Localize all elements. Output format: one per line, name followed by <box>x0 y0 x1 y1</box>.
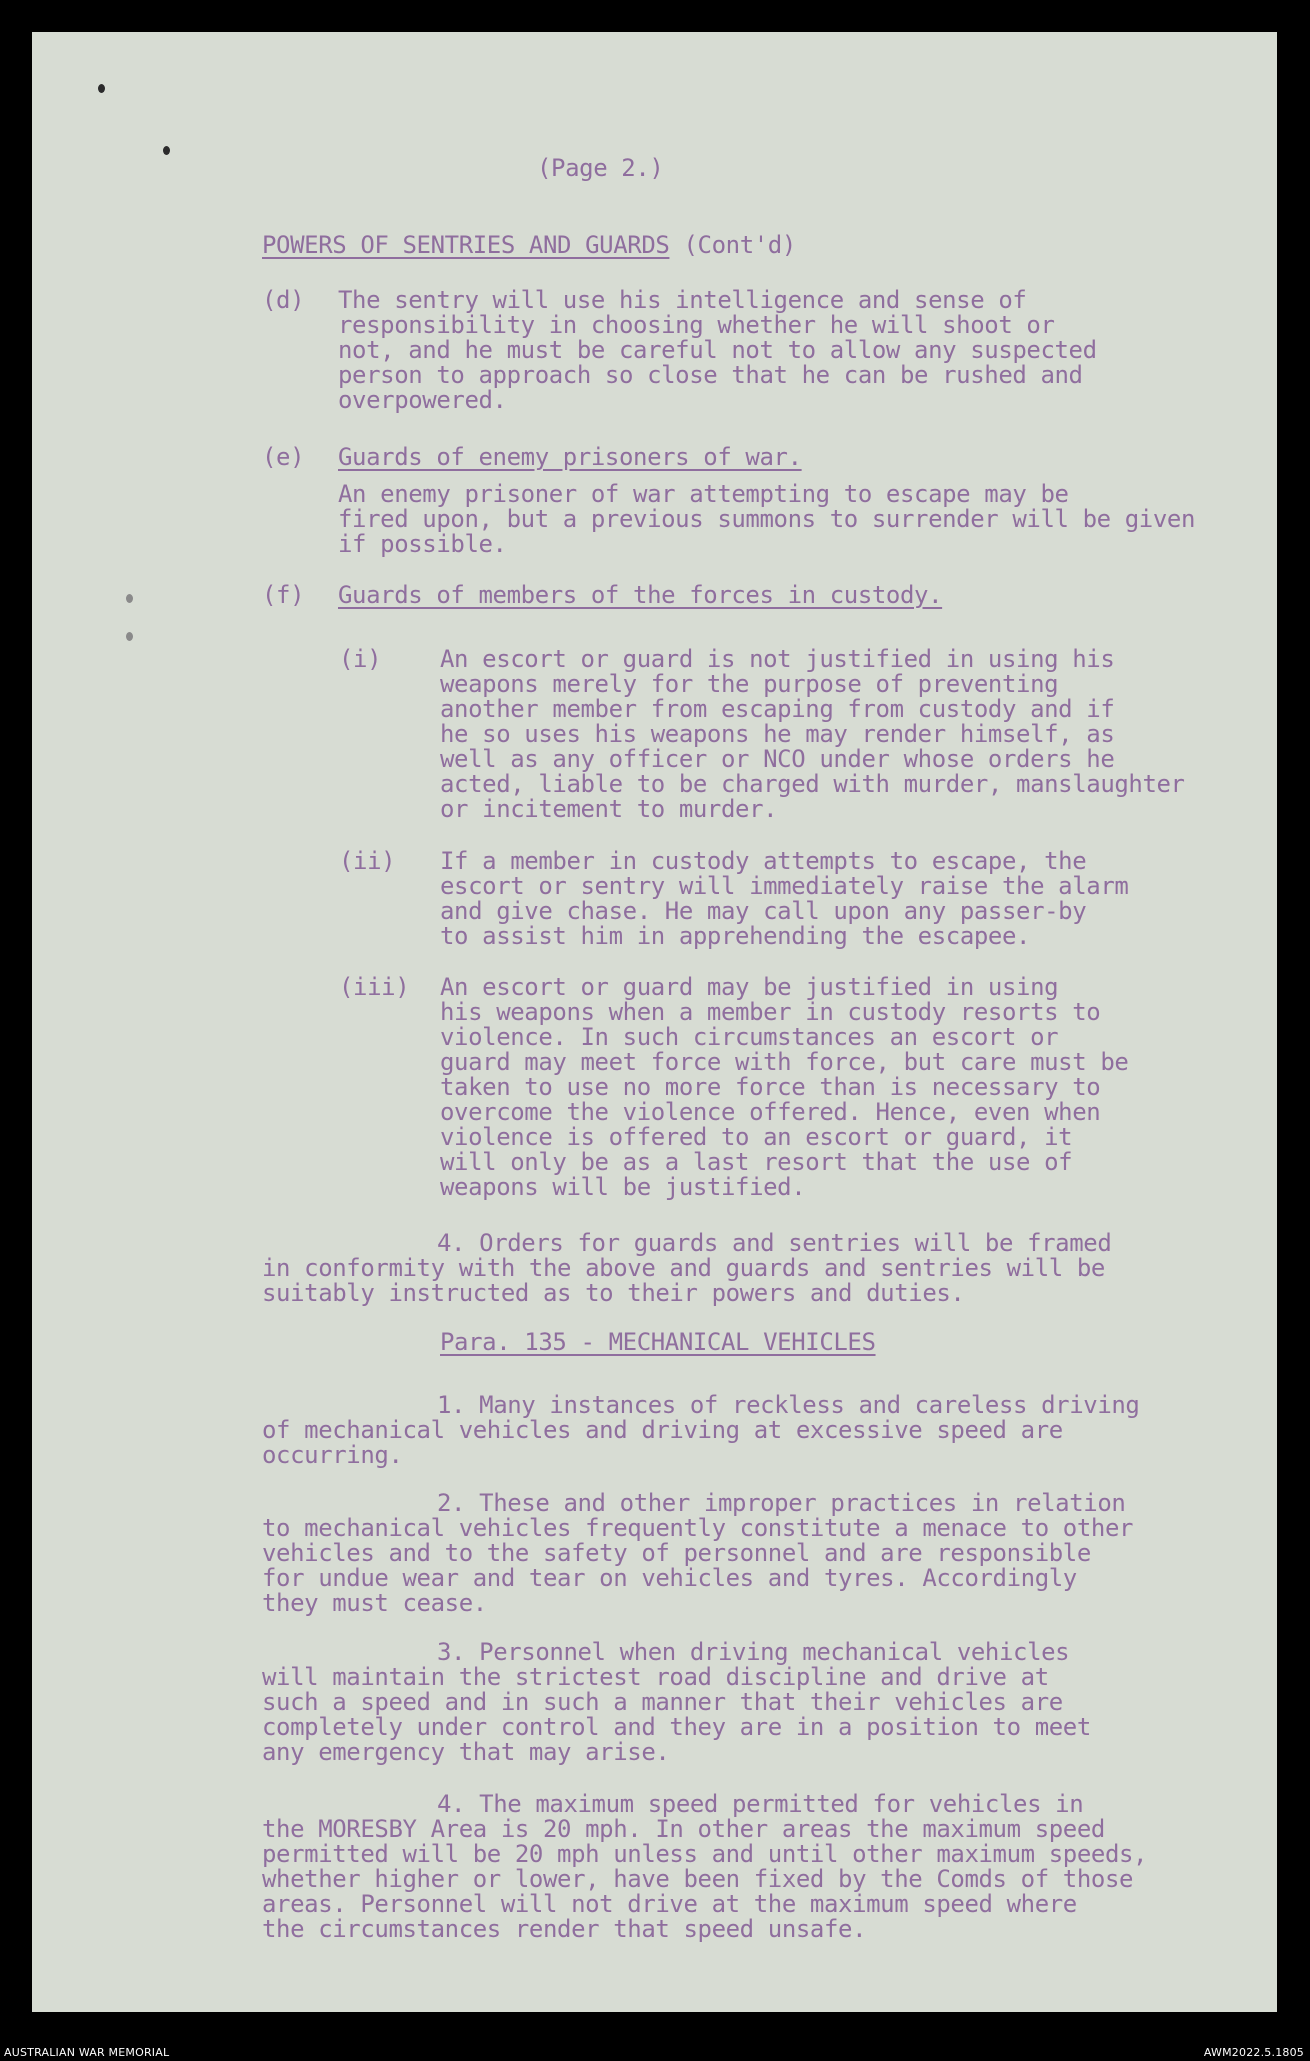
para-135-paragraph-4: 4. The maximum speed permitted for vehicles in the MORESBY Area is 20 mph. In other areas the maximum speed permitted will be 20 mph unless and until other maximum speeds, whether higher or lower, have been fixed by the Comds of those areas. Personnel will not drive at the maximum speed where the circumstances render that speed unsafe. <box>262 1790 1148 1943</box>
item-f-label: (f) <box>262 581 305 609</box>
item-f-ii-label: (ii) <box>339 847 396 875</box>
section-heading-title: POWERS OF SENTRIES AND GUARDS <box>262 231 670 259</box>
item-f-ii-text: If a member in custody attempts to escape, the escort or sentry will immediately raise the alarm and give chase. He may call upon any passer-by to assist him in apprehending the escapee. <box>440 847 1129 950</box>
item-e-label: (e) <box>262 443 305 471</box>
item-e-text: An enemy prisoner of war attempting to escape may be fired upon, but a previous summons to surrender will be given if possible. <box>338 480 1196 558</box>
para-135-heading: Para. 135 - MECHANICAL VEHICLES <box>440 1328 876 1356</box>
punch-hole-mark <box>126 594 133 603</box>
para-135-paragraph-3: 3. Personnel when driving mechanical vehicles will maintain the strictest road discipline and drive at such a speed and in such a manner that their vehicles are completely under control and they are in a position to meet any emergency that may arise. <box>262 1638 1091 1766</box>
item-f-i-text: An escort or guard is not justified in using his weapons merely for the purpose of preventing another member from escaping from custody and if he so uses his weapons he may render himself, as well as any officer or NCO under whose orders he acted, liable to be charged with murder, manslaughter or incitement to murder. <box>440 645 1185 823</box>
item-e-title: Guards of enemy prisoners of war. <box>338 443 802 471</box>
section-heading-suffix: (Cont'd) <box>683 231 796 259</box>
para-135-paragraph-2: 2. These and other improper practices in relation to mechanical vehicles frequently constitute a menace to other vehicles and to the safety of personnel and are responsible for undue wear and tear on vehicles and tyres. Accordingly they must cease. <box>262 1489 1134 1617</box>
section-heading <box>262 233 796 258</box>
paragraph-4-sentries: 4. Orders for guards and sentries will be framed in conformity with the above and guards and sentries will be suitably instructed as to their powers and duties. <box>262 1229 1112 1307</box>
punch-hole-mark <box>98 84 105 93</box>
para-135-paragraph-1: 1. Many instances of reckless and careless driving of mechanical vehicles and driving at excessive speed are occurring. <box>262 1391 1140 1469</box>
footer-archive-name: AUSTRALIAN WAR MEMORIAL <box>4 2046 170 2059</box>
item-f-i-label: (i) <box>339 645 382 673</box>
item-f-title: Guards of members of the forces in custody. <box>338 581 943 609</box>
item-d-text: The sentry will use his intelligence and sense of responsibility in choosing whether he will shoot or not, and he must be careful not to allow any suspected person to approach so close that he can be rushed and overpowered. <box>338 286 1097 414</box>
punch-hole-mark <box>126 632 133 641</box>
page-label: (Page 2.) <box>537 154 664 182</box>
punch-hole-mark <box>163 146 170 155</box>
item-f-iii-text: An escort or guard may be justified in using his weapons when a member in custody resorts to violence. In such circumstances an escort or guard may meet force with force, but care must be taken to use no more force than is necessary to overcome the violence offered. Hence, even when violence is offered to an escort or guard, it will only be as a last resort that the use of weapons will be justified. <box>440 973 1129 1201</box>
item-d-label: (d) <box>262 286 305 314</box>
footer-catalogue-id: AWM2022.5.1805 <box>1203 2046 1304 2059</box>
item-f-iii-label: (iii) <box>339 973 410 1001</box>
